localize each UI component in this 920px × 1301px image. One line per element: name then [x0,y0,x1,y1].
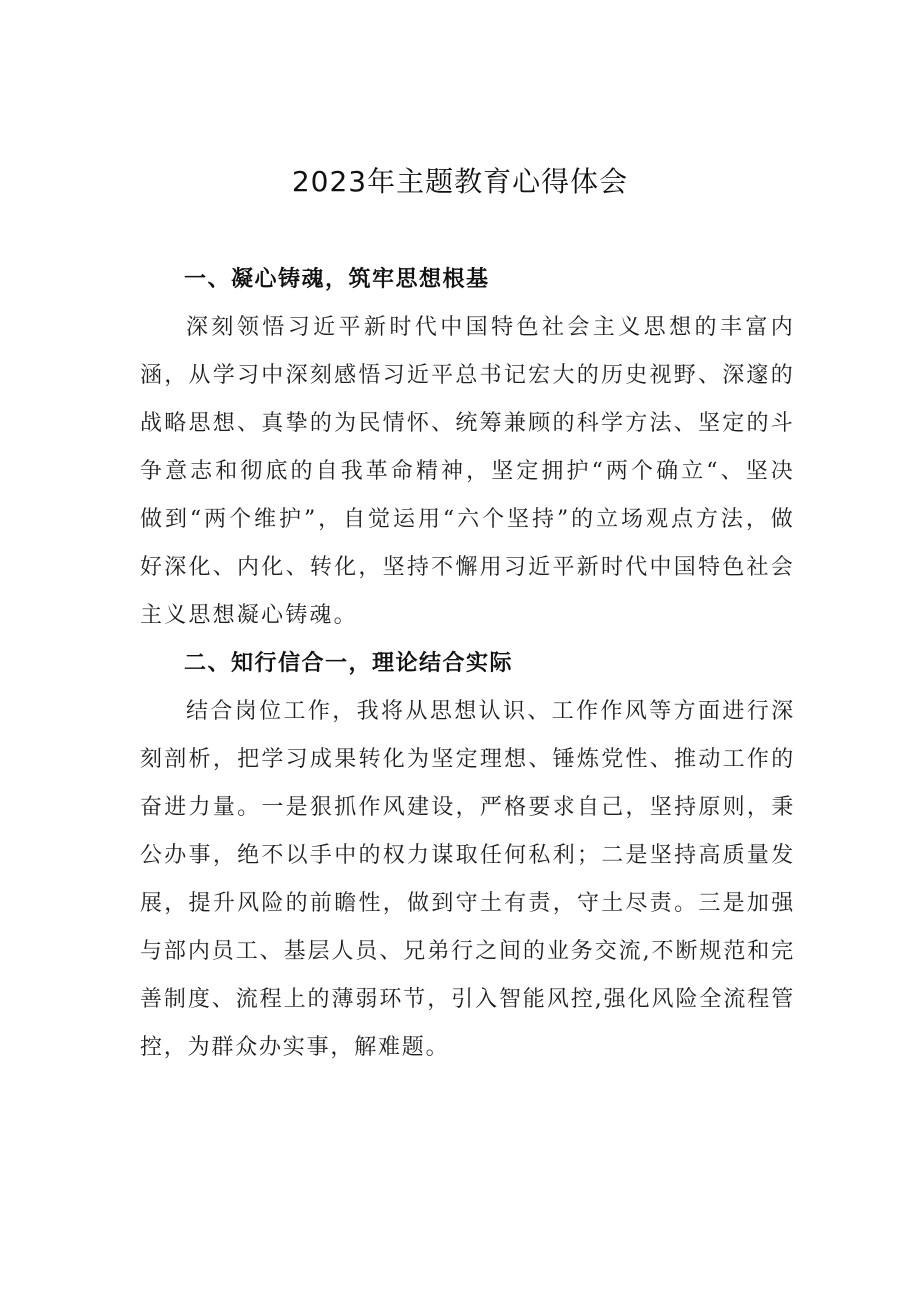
document-body [140,256,795,1072]
section-2-paragraph: 结合岗位工作，我将从思想认识、工作作风等方面进行深刻剖析，把学习成果转化为坚定理想、锤炼党性、推动工作的奋进力量。一是狠抓作风建设，严格要求自己，坚持原则，秉公办事，绝不以手中的权力谋取任何私利；二是坚持高质量发展，提升风险的前瞻性，做到守土有责，守土尽责。三是加强与部内员工、基层人员、兄弟行之间的业务交流,不断规范和完善制度、流程上的薄弱环节，引入智能风控,强化风险全流程管控，为群众办实事，解难题。 [140,699,795,1060]
section-1-heading: 一、凝心铸魂，筑牢思想根基 [184,267,490,292]
section-1-paragraph: 深刻领悟习近平新时代中国特色社会主义思想的丰富内涵，从学习中深刻感悟习近平总书记宏大的历史视野、深邃的战略思想、真挚的为民情怀、统筹兼顾的科学方法、坚定的斗争意志和彻底的自我革命精神，坚定拥护“两个确立“、坚决做到“两个维护”，自觉运用“六个坚持”的立场观点方法，做好深化、内化、转化，坚持不懈用习近平新时代中国特色社会主义思想凝心铸魂。 [140,315,795,628]
section-2-heading: 二、知行信合一，理论结合实际 [184,651,514,676]
document-title: 2023年主题教育心得体会 [291,165,629,198]
